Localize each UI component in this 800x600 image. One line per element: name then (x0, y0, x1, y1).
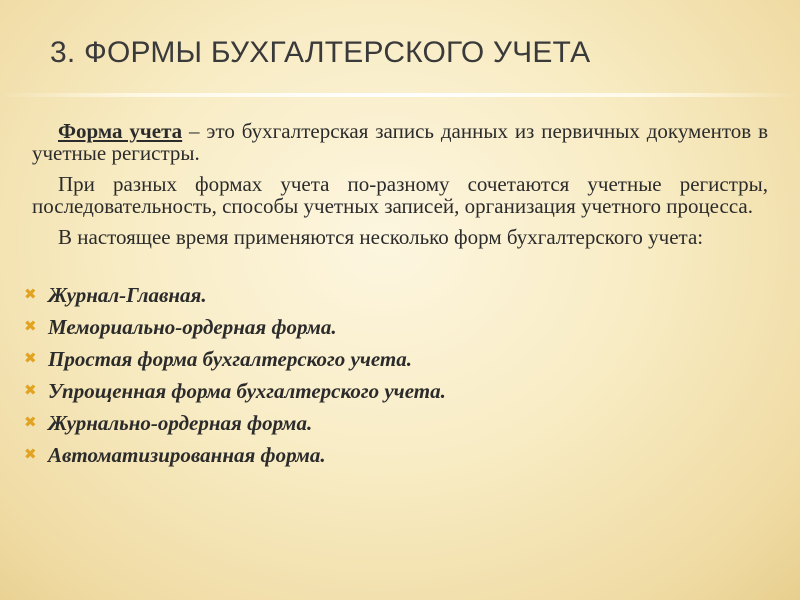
x-mark-icon: ✖ (24, 383, 37, 399)
x-mark-icon: ✖ (24, 447, 37, 463)
paragraph-definition (32, 120, 768, 164)
list-item-text: Журнал-Главная. (48, 283, 207, 307)
list-item (24, 311, 768, 343)
paragraph-forms-intro (32, 226, 768, 248)
x-mark-icon: ✖ (24, 287, 37, 303)
x-mark-icon: ✖ (24, 415, 37, 431)
paragraph-text: При разных формах учета по-разному сочетаются учетные регистры, последовательность, способы учетных записей, организация учетного процесса. (32, 172, 768, 218)
x-mark-icon: ✖ (24, 351, 37, 367)
list-item-text: Мемориально-ордерная форма. (48, 315, 337, 339)
paragraph-registers (32, 173, 768, 217)
term-lead: Форма учета (58, 119, 183, 143)
forms-list (24, 279, 768, 471)
list-item-text: Простая форма бухгалтерского учета. (48, 347, 412, 371)
x-mark-icon: ✖ (24, 319, 37, 335)
paragraph-text: – это бухгалтерская запись данных из первичных документов в учетные регистры. (32, 119, 768, 165)
list-item (24, 375, 768, 407)
title-divider (0, 93, 800, 97)
list-item (24, 279, 768, 311)
spacer (32, 257, 768, 279)
paragraph-text: В настоящее время применяются несколько форм бухгалтерского учета: (58, 225, 704, 249)
list-item-text: Упрощенная форма бухгалтерского учета. (48, 379, 446, 403)
slide-body (24, 119, 768, 471)
list-item (24, 439, 768, 471)
slide-title: 3. ФОРМЫ БУХГАЛТЕРСКОГО УЧЕТА (50, 36, 591, 69)
list-item (24, 407, 768, 439)
list-item-text: Автоматизированная форма. (48, 443, 326, 467)
list-item-text: Журнально-ордерная форма. (48, 411, 313, 435)
list-item (24, 343, 768, 375)
